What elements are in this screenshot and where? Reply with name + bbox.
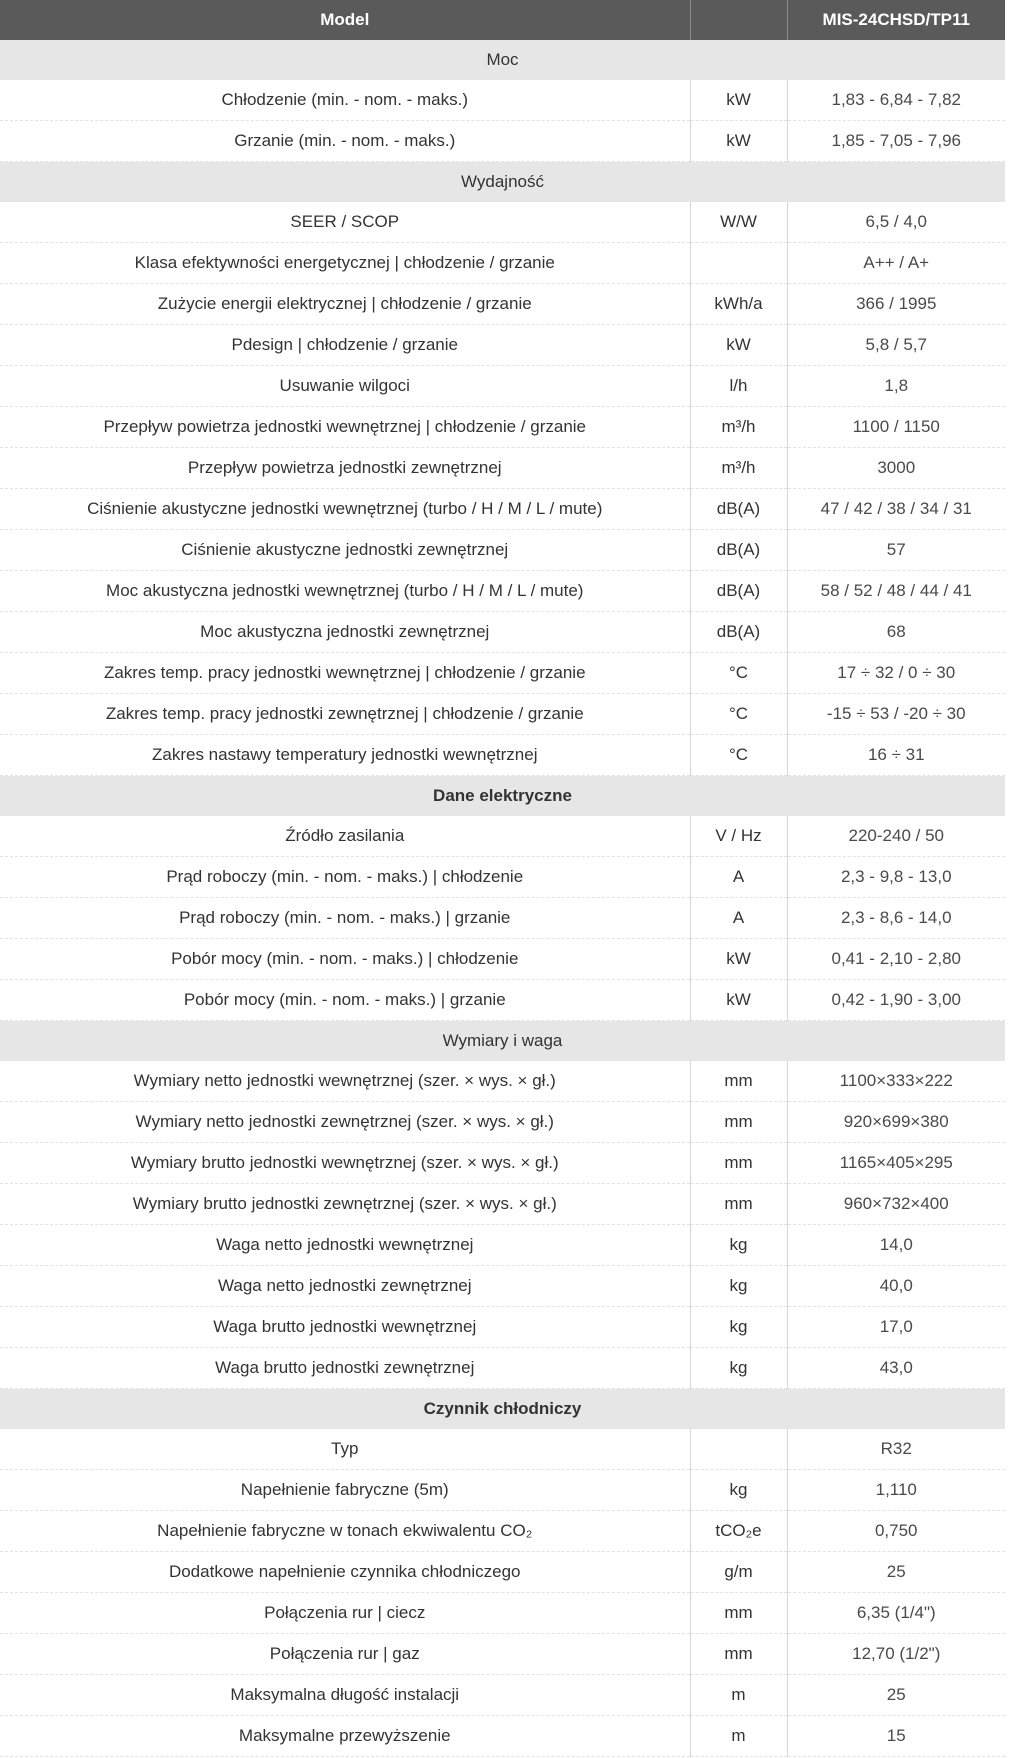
spec-unit: °C (690, 735, 787, 776)
spec-unit: dB(A) (690, 571, 787, 612)
table-row (0, 694, 1005, 735)
spec-unit (690, 243, 787, 284)
spec-label: Moc akustyczna jednostki wewnętrznej (turbo / H / M / L / mute) (0, 571, 690, 612)
spec-value: 2,3 - 8,6 - 14,0 (787, 898, 1005, 939)
table-row (0, 1266, 1005, 1307)
spec-value: 40,0 (787, 1266, 1005, 1307)
spec-label: Źródło zasilania (0, 816, 690, 857)
table-row (0, 898, 1005, 939)
spec-unit: °C (690, 653, 787, 694)
spec-label: Prąd roboczy (min. - nom. - maks.) | grzanie (0, 898, 690, 939)
table-row (0, 243, 1005, 284)
table-row (0, 1511, 1005, 1552)
table-row (0, 939, 1005, 980)
table-row (0, 1143, 1005, 1184)
spec-value: 0,750 (787, 1511, 1005, 1552)
spec-value: -15 ÷ 53 / -20 ÷ 30 (787, 694, 1005, 735)
spec-unit: g/m (690, 1552, 787, 1593)
spec-label: Dodatkowe napełnienie czynnika chłodniczego (0, 1552, 690, 1593)
spec-unit: kg (690, 1266, 787, 1307)
spec-label: Zakres nastawy temperatury jednostki wewnętrznej (0, 735, 690, 776)
spec-value: 3000 (787, 448, 1005, 489)
spec-label: Moc akustyczna jednostki zewnętrznej (0, 612, 690, 653)
spec-label: Klasa efektywności energetycznej | chłodzenie / grzanie (0, 243, 690, 284)
table-row (0, 1429, 1005, 1470)
spec-unit: kg (690, 1225, 787, 1266)
spec-label: Prąd roboczy (min. - nom. - maks.) | chłodzenie (0, 857, 690, 898)
section-title: Czynnik chłodniczy (0, 1389, 1005, 1430)
unit-header (690, 0, 787, 40)
spec-unit: kg (690, 1307, 787, 1348)
spec-value: 57 (787, 530, 1005, 571)
spec-value: 47 / 42 / 38 / 34 / 31 (787, 489, 1005, 530)
section-header (0, 1389, 1005, 1430)
spec-label: Zużycie energii elektrycznej | chłodzenie / grzanie (0, 284, 690, 325)
spec-label: Waga netto jednostki zewnętrznej (0, 1266, 690, 1307)
spec-unit: W/W (690, 202, 787, 243)
spec-unit: dB(A) (690, 530, 787, 571)
table-row (0, 612, 1005, 653)
table-row (0, 1470, 1005, 1511)
spec-value: 25 (787, 1675, 1005, 1716)
spec-unit: kW (690, 325, 787, 366)
spec-label: Pdesign | chłodzenie / grzanie (0, 325, 690, 366)
section-title: Moc (0, 40, 1005, 80)
spec-value: 5,8 / 5,7 (787, 325, 1005, 366)
spec-unit: kW (690, 80, 787, 121)
table-row (0, 1307, 1005, 1348)
spec-unit: kW (690, 980, 787, 1021)
table-row (0, 1184, 1005, 1225)
spec-label: Waga brutto jednostki wewnętrznej (0, 1307, 690, 1348)
spec-label: Ciśnienie akustyczne jednostki zewnętrznej (0, 530, 690, 571)
spec-table-body (0, 40, 1005, 1757)
table-row (0, 284, 1005, 325)
spec-unit (690, 1429, 787, 1470)
spec-value: 58 / 52 / 48 / 44 / 41 (787, 571, 1005, 612)
spec-value: 2,3 - 9,8 - 13,0 (787, 857, 1005, 898)
spec-unit: V / Hz (690, 816, 787, 857)
table-row (0, 1102, 1005, 1143)
section-title: Dane elektryczne (0, 776, 1005, 817)
table-row (0, 1552, 1005, 1593)
table-row (0, 489, 1005, 530)
model-header: Model (0, 0, 690, 40)
spec-value: 15 (787, 1716, 1005, 1757)
spec-unit: tCO₂e (690, 1511, 787, 1552)
spec-unit: mm (690, 1102, 787, 1143)
spec-value: 14,0 (787, 1225, 1005, 1266)
table-row (0, 202, 1005, 243)
spec-unit: A (690, 857, 787, 898)
spec-label: Wymiary netto jednostki zewnętrznej (szer. × wys. × gł.) (0, 1102, 690, 1143)
table-row (0, 448, 1005, 489)
table-row (0, 1634, 1005, 1675)
section-header (0, 40, 1005, 80)
spec-unit: m (690, 1716, 787, 1757)
spec-value: 366 / 1995 (787, 284, 1005, 325)
table-row (0, 816, 1005, 857)
spec-value: 1,110 (787, 1470, 1005, 1511)
spec-value: 1100×333×222 (787, 1061, 1005, 1102)
spec-value: 920×699×380 (787, 1102, 1005, 1143)
table-row (0, 1225, 1005, 1266)
spec-unit: mm (690, 1593, 787, 1634)
spec-value: 17 ÷ 32 / 0 ÷ 30 (787, 653, 1005, 694)
spec-value: 1100 / 1150 (787, 407, 1005, 448)
spec-label: Ciśnienie akustyczne jednostki wewnętrznej (turbo / H / M / L / mute) (0, 489, 690, 530)
spec-label: Napełnienie fabryczne w tonach ekwiwalentu CO₂ (0, 1511, 690, 1552)
model-value-header: MIS-24CHSD/TP11 (787, 0, 1005, 40)
spec-label: Przepływ powietrza jednostki wewnętrznej | chłodzenie / grzanie (0, 407, 690, 448)
spec-unit: l/h (690, 366, 787, 407)
spec-label: Chłodzenie (min. - nom. - maks.) (0, 80, 690, 121)
spec-unit: kg (690, 1470, 787, 1511)
spec-value: 25 (787, 1552, 1005, 1593)
table-row (0, 530, 1005, 571)
spec-label: Waga netto jednostki wewnętrznej (0, 1225, 690, 1266)
spec-unit: mm (690, 1143, 787, 1184)
spec-value: 1,83 - 6,84 - 7,82 (787, 80, 1005, 121)
spec-value: 0,42 - 1,90 - 3,00 (787, 980, 1005, 1021)
spec-value: 0,41 - 2,10 - 2,80 (787, 939, 1005, 980)
spec-label: Zakres temp. pracy jednostki wewnętrznej | chłodzenie / grzanie (0, 653, 690, 694)
spec-unit: dB(A) (690, 489, 787, 530)
spec-label: Pobór mocy (min. - nom. - maks.) | grzanie (0, 980, 690, 1021)
spec-label: Grzanie (min. - nom. - maks.) (0, 121, 690, 162)
table-row (0, 980, 1005, 1021)
table-row (0, 121, 1005, 162)
spec-label: Wymiary brutto jednostki wewnętrznej (szer. × wys. × gł.) (0, 1143, 690, 1184)
spec-unit: m³/h (690, 448, 787, 489)
section-title: Wymiary i waga (0, 1021, 1005, 1062)
spec-unit: dB(A) (690, 612, 787, 653)
spec-value: A++ / A+ (787, 243, 1005, 284)
table-row (0, 735, 1005, 776)
table-header-row (0, 0, 1005, 40)
table-row (0, 653, 1005, 694)
spec-unit: A (690, 898, 787, 939)
table-row (0, 1716, 1005, 1757)
table-row (0, 857, 1005, 898)
section-header (0, 776, 1005, 817)
spec-unit: kg (690, 1348, 787, 1389)
spec-value: 6,35 (1/4") (787, 1593, 1005, 1634)
spec-label: Maksymalne przewyższenie (0, 1716, 690, 1757)
spec-label: Waga brutto jednostki zewnętrznej (0, 1348, 690, 1389)
spec-unit: kW (690, 939, 787, 980)
spec-unit: kWh/a (690, 284, 787, 325)
spec-label: Maksymalna długość instalacji (0, 1675, 690, 1716)
table-row (0, 571, 1005, 612)
spec-label: Zakres temp. pracy jednostki zewnętrznej | chłodzenie / grzanie (0, 694, 690, 735)
spec-unit: °C (690, 694, 787, 735)
spec-unit: m (690, 1675, 787, 1716)
spec-value: 43,0 (787, 1348, 1005, 1389)
spec-unit: mm (690, 1184, 787, 1225)
table-row (0, 1348, 1005, 1389)
spec-label: Wymiary netto jednostki wewnętrznej (szer. × wys. × gł.) (0, 1061, 690, 1102)
spec-value: R32 (787, 1429, 1005, 1470)
table-row (0, 325, 1005, 366)
section-header (0, 162, 1005, 203)
spec-label: Usuwanie wilgoci (0, 366, 690, 407)
spec-value: 12,70 (1/2") (787, 1634, 1005, 1675)
table-row (0, 366, 1005, 407)
spec-value: 17,0 (787, 1307, 1005, 1348)
spec-value: 68 (787, 612, 1005, 653)
spec-value: 1165×405×295 (787, 1143, 1005, 1184)
spec-label: SEER / SCOP (0, 202, 690, 243)
spec-label: Połączenia rur | ciecz (0, 1593, 690, 1634)
spec-unit: kW (690, 121, 787, 162)
spec-label: Połączenia rur | gaz (0, 1634, 690, 1675)
spec-value: 1,85 - 7,05 - 7,96 (787, 121, 1005, 162)
table-row (0, 1061, 1005, 1102)
spec-value: 16 ÷ 31 (787, 735, 1005, 776)
spec-value: 1,8 (787, 366, 1005, 407)
table-row (0, 1675, 1005, 1716)
spec-value: 960×732×400 (787, 1184, 1005, 1225)
table-row (0, 80, 1005, 121)
spec-label: Przepływ powietrza jednostki zewnętrznej (0, 448, 690, 489)
table-row (0, 1593, 1005, 1634)
spec-label: Pobór mocy (min. - nom. - maks.) | chłodzenie (0, 939, 690, 980)
section-title: Wydajność (0, 162, 1005, 203)
spec-unit: mm (690, 1634, 787, 1675)
spec-value: 220-240 / 50 (787, 816, 1005, 857)
section-header (0, 1021, 1005, 1062)
spec-value: 6,5 / 4,0 (787, 202, 1005, 243)
spec-unit: m³/h (690, 407, 787, 448)
spec-label: Napełnienie fabryczne (5m) (0, 1470, 690, 1511)
spec-label: Typ (0, 1429, 690, 1470)
spec-unit: mm (690, 1061, 787, 1102)
table-row (0, 407, 1005, 448)
spec-label: Wymiary brutto jednostki zewnętrznej (szer. × wys. × gł.) (0, 1184, 690, 1225)
